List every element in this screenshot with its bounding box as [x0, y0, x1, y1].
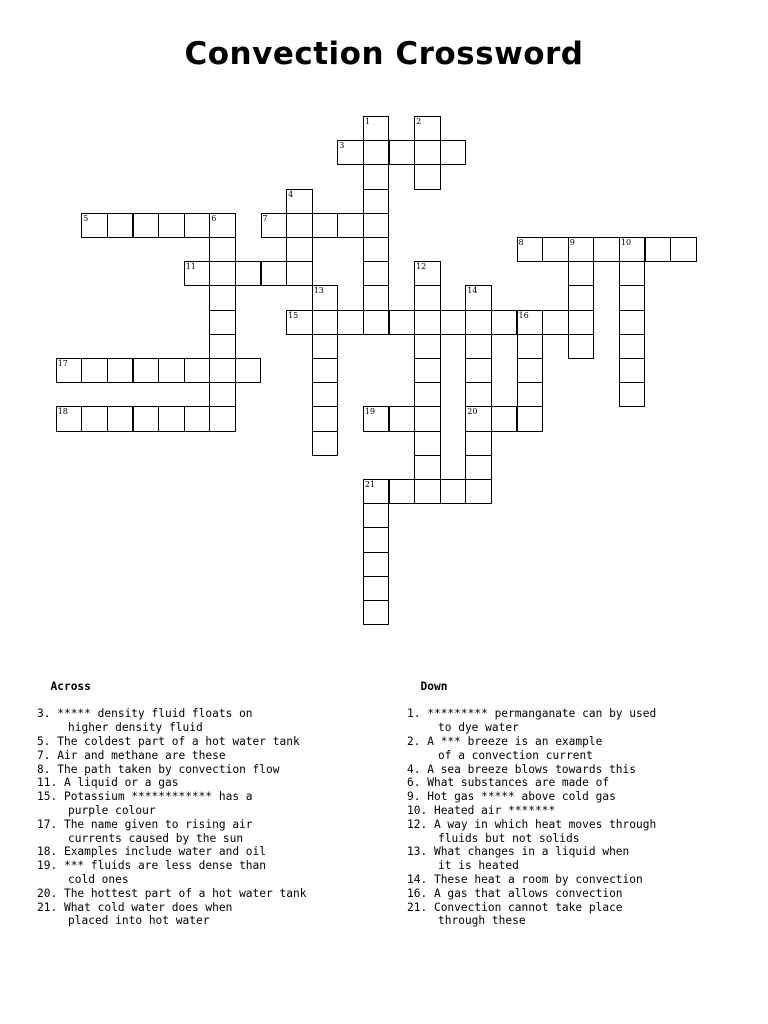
- down-clue-list: [407, 707, 656, 928]
- crossword-cell[interactable]: [619, 237, 646, 262]
- clue-number: 6: [211, 213, 217, 223]
- crossword-cell[interactable]: [363, 527, 390, 552]
- across-clue: [37, 735, 306, 749]
- crossword-cell[interactable]: [209, 334, 236, 359]
- crossword-cell[interactable]: [81, 213, 108, 238]
- crossword-cell[interactable]: [56, 358, 83, 383]
- crossword-cell[interactable]: [286, 261, 313, 286]
- crossword-cell[interactable]: [312, 310, 339, 335]
- crossword-cell[interactable]: [133, 213, 160, 238]
- clue-number: 2: [416, 117, 422, 126]
- crossword-cell[interactable]: [517, 382, 544, 407]
- clue-number: 6.: [407, 776, 428, 790]
- crossword-cell[interactable]: [542, 237, 569, 262]
- clue-number: 16: [518, 310, 529, 320]
- crossword-cell[interactable]: [517, 334, 544, 359]
- clue-number: 10: [620, 238, 632, 247]
- crossword-cell[interactable]: [593, 237, 620, 262]
- clue-number: 5.: [37, 734, 58, 748]
- clue-text: The path taken by convection flow: [57, 762, 280, 776]
- clue-text: Convection cannot take place: [433, 900, 623, 914]
- clue-text: What cold water does when: [63, 900, 233, 914]
- clue-text: A liquid or a gas: [63, 776, 179, 790]
- clue-text: ***** density fluid floats on: [57, 707, 253, 721]
- crossword-cell[interactable]: [465, 285, 492, 310]
- clue-number: 9: [569, 238, 575, 247]
- clue-text: cold ones: [68, 872, 129, 886]
- down-clue: [407, 873, 656, 887]
- crossword-cell[interactable]: [414, 164, 441, 189]
- crossword-cell[interactable]: [568, 261, 595, 286]
- crossword-cell[interactable]: [209, 358, 236, 383]
- crossword-cell[interactable]: [363, 406, 390, 431]
- clue-number: 1.: [407, 707, 428, 721]
- across-clue: [37, 818, 306, 846]
- crossword-cell[interactable]: [414, 285, 441, 310]
- clue-text: fluids but not solids: [438, 831, 580, 845]
- clue-text: ********* permanganate can by used: [427, 707, 657, 721]
- clue-number: 3.: [37, 707, 58, 721]
- clue-number: 8: [518, 238, 524, 247]
- down-clue: [407, 776, 656, 790]
- crossword-cell[interactable]: [619, 261, 646, 286]
- crossword-cell[interactable]: [619, 310, 646, 335]
- across-clue: [37, 776, 306, 790]
- across-heading: Across: [50, 679, 91, 693]
- clue-number: 4: [288, 189, 294, 199]
- clue-number: 12: [416, 262, 427, 272]
- crossword-cell[interactable]: [542, 310, 569, 335]
- crossword-cell[interactable]: [286, 310, 313, 335]
- crossword-cell[interactable]: [440, 479, 467, 504]
- clue-number: 4.: [407, 762, 428, 776]
- clue-number: 11.: [37, 776, 64, 790]
- down-clue: [407, 818, 656, 846]
- down-clue: [407, 887, 656, 901]
- crossword-cell[interactable]: [517, 406, 544, 431]
- crossword-cell[interactable]: [465, 479, 492, 504]
- clue-number: 17: [57, 359, 68, 368]
- crossword-cell[interactable]: [133, 358, 160, 383]
- crossword-cell[interactable]: [235, 261, 262, 286]
- crossword-cell[interactable]: [619, 358, 646, 383]
- crossword-cell[interactable]: [209, 310, 236, 335]
- crossword-cell[interactable]: [184, 406, 211, 431]
- crossword-cell[interactable]: [414, 479, 441, 504]
- crossword-cell[interactable]: [286, 213, 313, 238]
- clue-text: *** fluids are less dense than: [63, 859, 267, 873]
- crossword-cell[interactable]: [363, 600, 390, 625]
- crossword-cell[interactable]: [363, 576, 390, 601]
- clue-number: 8.: [37, 762, 58, 776]
- crossword-cell[interactable]: [81, 358, 108, 383]
- crossword-cell[interactable]: [465, 455, 492, 480]
- clue-number: 20.: [37, 886, 64, 900]
- crossword-cell[interactable]: [312, 358, 339, 383]
- clue-number: 18.: [37, 845, 64, 859]
- clue-text: through these: [438, 914, 526, 928]
- clue-number: 20: [467, 407, 478, 417]
- clue-number: 2.: [407, 734, 428, 748]
- crossword-cell[interactable]: [209, 285, 236, 310]
- crossword-cell[interactable]: [261, 261, 288, 286]
- crossword-cell[interactable]: [414, 261, 441, 286]
- crossword-cell[interactable]: [465, 358, 492, 383]
- crossword-cell[interactable]: [465, 334, 492, 359]
- clue-number: 7.: [37, 748, 58, 762]
- crossword-cell[interactable]: [517, 310, 544, 335]
- crossword-cell[interactable]: [414, 406, 441, 431]
- crossword-cell[interactable]: [363, 116, 390, 141]
- clue-number: 11: [185, 262, 196, 272]
- crossword-cell[interactable]: [337, 213, 364, 238]
- clue-text: The name given to rising air: [63, 817, 253, 831]
- clue-text: placed into hot water: [68, 914, 210, 928]
- clue-number: 13: [313, 286, 324, 296]
- crossword-cell[interactable]: [209, 237, 236, 262]
- crossword-cell[interactable]: [312, 382, 339, 407]
- crossword-cell[interactable]: [184, 358, 211, 383]
- clue-number: 18: [57, 407, 68, 417]
- clue-number: 19.: [37, 859, 64, 873]
- crossword-cell[interactable]: [337, 310, 364, 335]
- clue-number: 15: [288, 310, 299, 320]
- clue-text: it is heated: [438, 859, 519, 873]
- clue-text: purple colour: [68, 803, 156, 817]
- clue-number: 14.: [407, 872, 434, 886]
- crossword-cell[interactable]: [517, 237, 544, 262]
- crossword-cell[interactable]: [107, 358, 134, 383]
- crossword-cell[interactable]: [414, 310, 441, 335]
- across-clue: [37, 887, 306, 901]
- crossword-cell[interactable]: [363, 237, 390, 262]
- crossword-cell[interactable]: [414, 455, 441, 480]
- clue-number: 9.: [407, 790, 428, 804]
- clue-text: What changes in a liquid when: [433, 845, 630, 859]
- crossword-cell[interactable]: [363, 479, 390, 504]
- crossword-cell[interactable]: [363, 552, 390, 577]
- crossword-cell[interactable]: [209, 213, 236, 238]
- crossword-cell[interactable]: [209, 406, 236, 431]
- clue-text: What substances are made of: [427, 776, 610, 790]
- crossword-cell[interactable]: [312, 406, 339, 431]
- crossword-cell[interactable]: [440, 140, 467, 165]
- crossword-cell[interactable]: [261, 213, 288, 238]
- clue-number: 10.: [407, 803, 434, 817]
- crossword-cell[interactable]: [56, 406, 83, 431]
- crossword-cell[interactable]: [414, 334, 441, 359]
- crossword-cell[interactable]: [619, 382, 646, 407]
- clue-number: 15.: [37, 790, 64, 804]
- clue-text: Examples include water and oil: [63, 845, 267, 859]
- down-clue: [407, 763, 656, 777]
- crossword-cell[interactable]: [389, 310, 416, 335]
- across-clue: [37, 707, 306, 735]
- crossword-cell[interactable]: [312, 213, 339, 238]
- clue-text: higher density fluid: [68, 721, 203, 735]
- crossword-cell[interactable]: [619, 285, 646, 310]
- across-clue: [37, 845, 306, 859]
- crossword-cell[interactable]: [107, 406, 134, 431]
- crossword-cell[interactable]: [389, 406, 416, 431]
- clue-number: 21.: [407, 900, 434, 914]
- crossword-cell[interactable]: [414, 140, 441, 165]
- crossword-cell[interactable]: [568, 237, 595, 262]
- down-clue: [407, 901, 656, 929]
- down-clue: [407, 804, 656, 818]
- down-clues: [407, 666, 656, 942]
- clue-number: 12.: [407, 817, 434, 831]
- crossword-cell[interactable]: [414, 358, 441, 383]
- page-title: Convection Crossword: [184, 36, 584, 72]
- clue-number: 7: [262, 213, 268, 223]
- crossword-cell[interactable]: [440, 310, 467, 335]
- across-clue-list: [37, 707, 306, 928]
- clue-text: A way in which heat moves through: [433, 817, 657, 831]
- across-clue: [37, 749, 306, 763]
- crossword-cell[interactable]: [235, 358, 262, 383]
- clue-text: Air and methane are these: [57, 748, 226, 762]
- crossword-cell[interactable]: [568, 285, 595, 310]
- crossword-cell[interactable]: [107, 213, 134, 238]
- crossword-cell[interactable]: [158, 358, 185, 383]
- clue-number: 1: [364, 117, 370, 126]
- crossword-cell[interactable]: [568, 310, 595, 335]
- clue-text: A *** breeze is an example: [427, 734, 603, 748]
- across-clue: [37, 790, 306, 818]
- crossword-cell[interactable]: [389, 140, 416, 165]
- down-clue: [407, 790, 656, 804]
- crossword-cell[interactable]: [465, 310, 492, 335]
- crossword-cell[interactable]: [389, 479, 416, 504]
- down-clue: [407, 735, 656, 763]
- crossword-cell[interactable]: [517, 358, 544, 383]
- clue-number: 21: [364, 480, 376, 489]
- clue-number: 5: [83, 213, 89, 223]
- crossword-cell[interactable]: [81, 406, 108, 431]
- clue-text: A gas that allows convection: [433, 886, 623, 900]
- clue-text: Heated air *******: [433, 803, 556, 817]
- clue-text: A sea breeze blows towards this: [427, 762, 637, 776]
- crossword-cell[interactable]: [286, 237, 313, 262]
- clue-text: The hottest part of a hot water tank: [63, 886, 307, 900]
- crossword-cell[interactable]: [184, 213, 211, 238]
- across-clue: [37, 859, 306, 887]
- clue-text: The coldest part of a hot water tank: [57, 734, 300, 748]
- crossword-cell[interactable]: [363, 310, 390, 335]
- crossword-cell[interactable]: [363, 285, 390, 310]
- crossword-cell[interactable]: [312, 285, 339, 310]
- clue-number: 14: [467, 286, 478, 296]
- down-clue: [407, 707, 656, 735]
- crossword-cell[interactable]: [491, 406, 518, 431]
- across-clue: [37, 901, 306, 929]
- crossword-cell[interactable]: [465, 406, 492, 431]
- across-clue: [37, 763, 306, 777]
- clue-number: 21.: [37, 900, 64, 914]
- clue-text: of a convection current: [438, 748, 593, 762]
- crossword-cell[interactable]: [619, 334, 646, 359]
- clue-text: to dye water: [438, 721, 519, 735]
- crossword-cell[interactable]: [670, 237, 697, 262]
- crossword-cell[interactable]: [363, 189, 390, 214]
- clue-number: 16.: [407, 886, 434, 900]
- crossword-cell[interactable]: [363, 164, 390, 189]
- crossword-cell[interactable]: [465, 382, 492, 407]
- crossword-cell[interactable]: [209, 382, 236, 407]
- across-clues: [37, 666, 306, 942]
- clue-text: Potassium ************ has a: [63, 790, 253, 804]
- crossword-cell[interactable]: [414, 116, 441, 141]
- clue-text: Hot gas ***** above cold gas: [427, 790, 616, 804]
- crossword-cell[interactable]: [286, 189, 313, 214]
- crossword-cell[interactable]: [568, 334, 595, 359]
- crossword-cell[interactable]: [312, 334, 339, 359]
- clue-text: These heat a room by convection: [433, 872, 643, 886]
- down-heading: Down: [420, 679, 448, 693]
- crossword-cell[interactable]: [465, 431, 492, 456]
- crossword-cell[interactable]: [414, 431, 441, 456]
- clue-number: 19: [364, 407, 376, 417]
- clue-number: 13.: [407, 845, 434, 859]
- crossword-cell[interactable]: [184, 261, 211, 286]
- crossword-cell[interactable]: [645, 237, 672, 262]
- crossword-cell[interactable]: [312, 431, 339, 456]
- clue-text: currents caused by the sun: [68, 831, 244, 845]
- crossword-cell[interactable]: [363, 261, 390, 286]
- down-clue: [407, 845, 656, 873]
- crossword-cell[interactable]: [363, 503, 390, 528]
- crossword-cell[interactable]: [363, 213, 390, 238]
- crossword-cell[interactable]: [158, 406, 185, 431]
- crossword-cell[interactable]: [414, 382, 441, 407]
- crossword-cell[interactable]: [209, 261, 236, 286]
- crossword-cell[interactable]: [158, 213, 185, 238]
- crossword-cell[interactable]: [491, 310, 518, 335]
- crossword-cell[interactable]: [133, 406, 160, 431]
- clue-number: 3: [339, 141, 345, 151]
- crossword-cell[interactable]: [363, 140, 390, 165]
- clue-number: 17.: [37, 817, 64, 831]
- crossword-cell[interactable]: [337, 140, 364, 165]
